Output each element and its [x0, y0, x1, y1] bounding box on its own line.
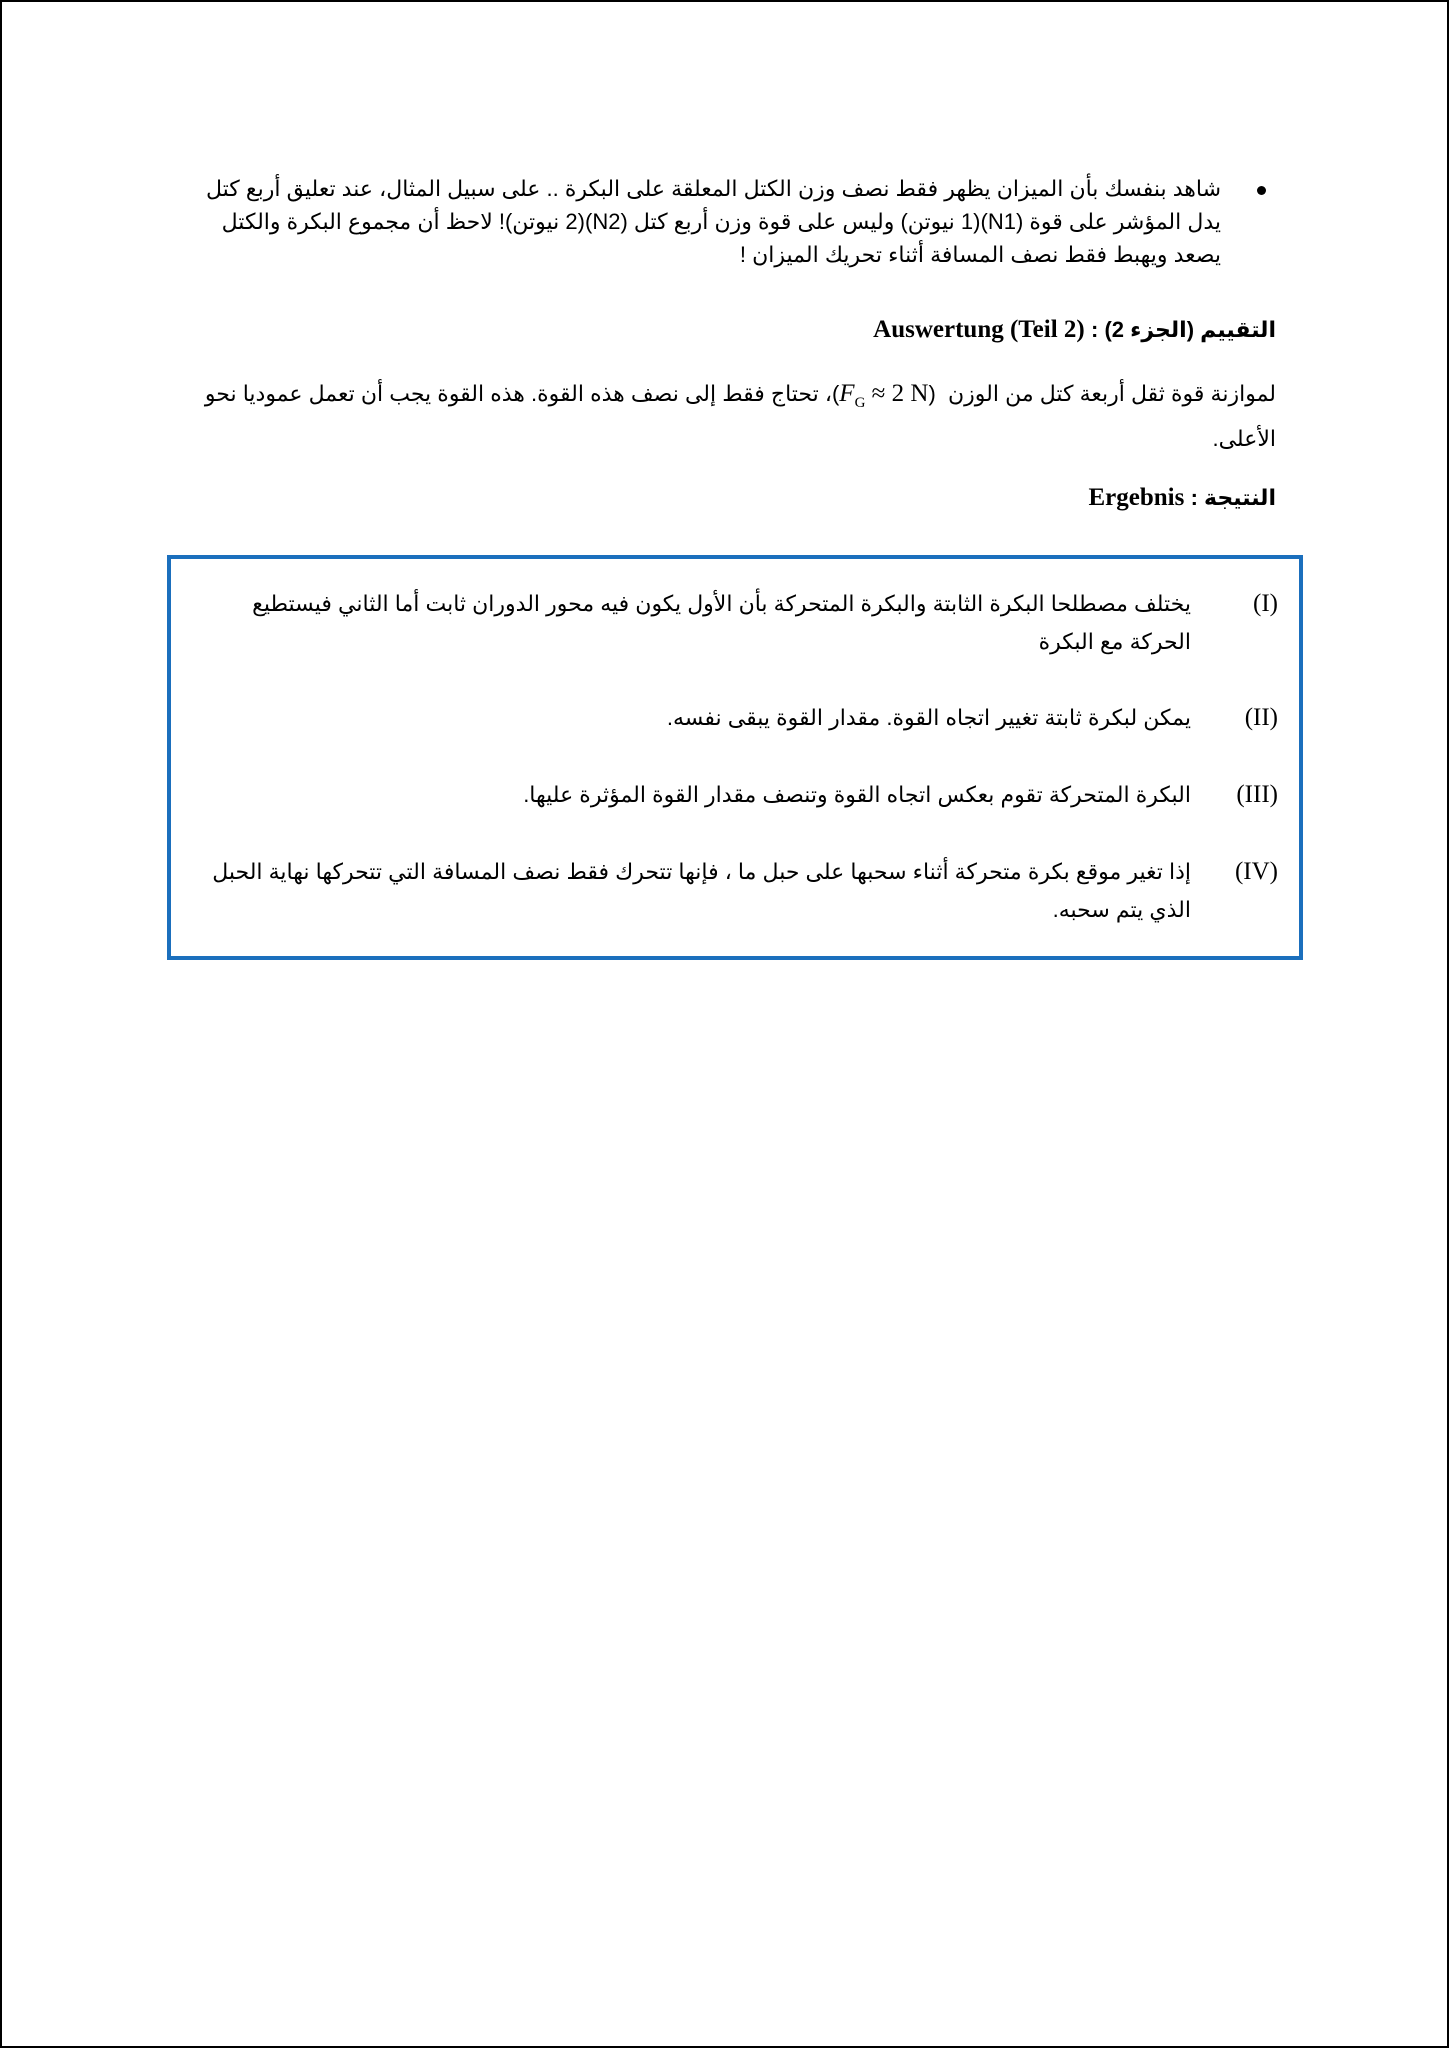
bullet-dot: [1257, 186, 1266, 195]
evaluation-heading-arabic: التقييم (الجزء 2) :: [1091, 317, 1276, 342]
result-item-text: البكرة المتحركة تقوم بعكس اتجاه القوة وتنصف مقدار القوة المؤثرة عليها.: [523, 782, 1191, 807]
evaluation-heading-german: Auswertung (Teil 2): [873, 316, 1085, 343]
result-item-text: يمكن لبكرة ثابتة تغيير اتجاه القوة. مقدار القوة يبقى نفسه.: [666, 705, 1191, 730]
force-formula: [839, 376, 928, 421]
result-item-number: (III): [1236, 781, 1278, 808]
result-heading: [1089, 484, 1277, 512]
evaluation-paragraph: لموازنة قوة ثقل أربعة كتل من الوزن ($F_G \approx 2$ N)، تحتاج فقط إلى نصف هذه القوة. هذه القوة يجب أن تعمل عموديا نحو الأعلى.: [200, 376, 1276, 457]
result-item-1: [211, 585, 1278, 661]
result-heading-arabic: النتيجة :: [1190, 485, 1276, 510]
result-item-text: يختلف مصطلحا البكرة الثابتة والبكرة المتحركة بأن الأول يكون فيه محور الدوران ثابت أما الثاني فيستطيع الحركة مع البكرة: [252, 591, 1191, 654]
result-box: [167, 555, 1303, 960]
bullet-text: شاهد بنفسك بأن الميزان يظهر فقط نصف وزن الكتل المعلقة على البكرة .. على سبيل المثال، عند تعليق أربع كتل يدل المؤشر على قوة (N1)(1 نيوتن) وليس على قوة وزن أربع كتل (N2)(2 نيوتن)! لاحظ أن مجموع البكرة والكتل يصعد ويهبط فقط نصف المسافة أثناء تحريك الميزان !: [206, 176, 1221, 267]
result-heading-german: Ergebnis: [1088, 484, 1185, 511]
evaluation-text-before: لموازنة قوة ثقل أربعة كتل من الوزن: [948, 381, 1276, 406]
result-item-2: [211, 699, 1278, 737]
observation-bullet: [196, 172, 1266, 271]
force-symbol: F: [839, 380, 855, 407]
result-item-text: إذا تغير موقع بكرة متحركة أثناء سحبها على حبل ما ، فإنها تتحرك فقط نصف المسافة التي تتحركها نهاية الحبل الذي يتم سحبه.: [212, 859, 1191, 922]
evaluation-heading: [873, 316, 1276, 344]
force-subscript: G: [854, 395, 866, 411]
force-value: ≈ 2 N: [865, 380, 929, 407]
result-item-4: [211, 853, 1278, 929]
result-item-number: (I): [1253, 590, 1278, 617]
result-item-number: (IV): [1234, 858, 1278, 885]
result-item-3: [211, 776, 1278, 814]
evaluation-text-after: ، تحتاج فقط إلى نصف هذه القوة. هذه القوة يجب أن تعمل عموديا نحو الأعلى.: [204, 381, 1276, 451]
result-item-number: (II): [1244, 704, 1278, 731]
